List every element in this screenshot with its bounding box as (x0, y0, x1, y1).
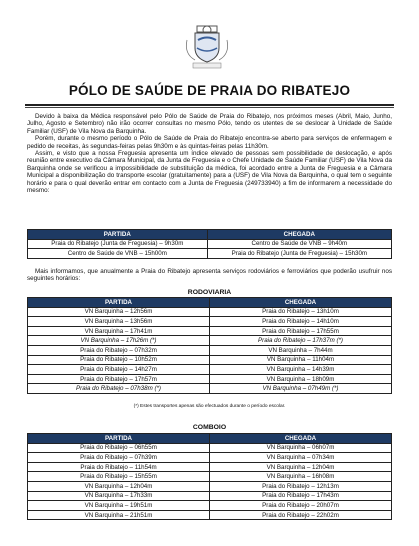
section-title-rodoviaria: RODOVIARIA (187, 289, 232, 296)
table-row: Praia do Ribatejo – 07h32m VN Barquinha – 7h44m (28, 345, 392, 355)
coat-of-arms-logo (179, 20, 235, 70)
page-title: PÓLO DE SAÚDE DE PRAIA DO RIBATEJO (68, 83, 351, 98)
column-header: CHEGADA (210, 298, 392, 308)
title-divider-thin (25, 107, 394, 108)
table-row: Centro de Saúde de VNB – 15h00m Praia do Ribatejo (Junta de Freguesia) – 15h30m (28, 249, 392, 259)
table-row: Praia do Ribatejo (Junta de Freguesia) – 9h30m Centro de Saúde de VNB – 9h40m (28, 239, 392, 249)
column-header: PARTIDA (28, 434, 210, 444)
table-row: VN Barquinha – 12h04m Praia do Ribatejo – 12h13m (28, 481, 392, 491)
comboio-table (27, 433, 392, 520)
section-title-comboio: COMBOIO (192, 424, 227, 431)
table-row: Praia do Ribatejo – 17h57m VN Barquinha – 18h09m (28, 374, 392, 384)
table-row: VN Barquinha – 17h41m Praia do Ribatejo – 17h55m (28, 326, 392, 336)
column-header: PARTIDA (28, 230, 208, 240)
table-row: Praia do Ribatejo – 06h55m VN Barquinha – 06h07m (28, 443, 392, 453)
transport-table (27, 229, 392, 259)
footnote: (*) Estes transportes apenas são efectuados durante o período escolar. (133, 404, 286, 409)
intro-text (27, 113, 392, 194)
column-header: PARTIDA (28, 298, 210, 308)
table-row: VN Barquinha – 19h51m Praia do Ribatejo – 20h07m (28, 501, 392, 511)
table-row: Praia do Ribatejo – 07h39m VN Barquinha – 07h34m (28, 453, 392, 463)
table-row: VN Barquinha – 21h51m Praia do Ribatejo – 22h02m (28, 510, 392, 520)
table-row: VN Barquinha – 13h56m Praia do Ribatejo – 14h10m (28, 317, 392, 327)
table-row: VN Barquinha – 17h26m (*) Praia do Ribatejo – 17h37m (*) (28, 336, 392, 346)
info-text (27, 268, 392, 283)
paragraph: Porém, durante o mesmo período o Pólo de Saúde de Praia do Ribatejo encontra-se aberto para serviços de enfermagem e pedido de receitas, às segundas-feiras pelas 9h30m e às quintas-feiras pelas 11h30m. (27, 135, 392, 150)
paragraph: Mais informamos, que anualmente a Praia do Ribatejo apresenta serviços rodoviários e ferroviários que poderão usufruir nos seguintes horários: (27, 268, 392, 283)
column-header: CHEGADA (207, 230, 391, 240)
table-row: VN Barquinha – 17h33m Praia do Ribatejo – 17h43m (28, 491, 392, 501)
title-divider (25, 104, 394, 106)
rodoviaria-table (27, 297, 392, 394)
table-row: Praia do Ribatejo – 15h55m VN Barquinha – 16h08m (28, 472, 392, 482)
table-row: VN Barquinha – 12h56m Praia do Ribatejo – 13h10m (28, 307, 392, 317)
table-row: Praia do Ribatejo – 10h52m VN Barquinha – 11h04m (28, 355, 392, 365)
paragraph: Devido à baixa da Médica responsável pelo Pólo de Saúde de Praia do Ribatejo, nos próximos meses (Abril, Maio, Junho, Julho, Agosto e Setembro) não irão ocorrer consultas no mesmo Pólo, tendo os utentes de se deslocar à Unidade de Saúde Familiar (USF) de Vila Nova da Barquinha. (27, 113, 392, 135)
paragraph: Assim, e visto que a nossa Freguesia apresenta um índice elevado de pessoas sem possibilidade de deslocação, e após reunião entre executivo da Câmara Municipal, da Junta de Freguesia e o Chefe Unidade de Saúde Familiar (USF) de Vila Nova da Barquinha onde se verificou a impossibilidade de substituição da médica, foi acordado entre a Junta de Freguesia e a Câmara Municipal a disponibilização do transporte escolar (gratuitamente) para a (USF) de Vila Nova da Barquinha, o qual tem o seguinte horário e para o qual deverão entrar em contacto com a Junta de Freguesia (249733940) a fim de informarem a necessidade do mesmo: (27, 150, 392, 195)
table-row: Praia do Ribatejo – 07h38m (*) VN Barquinha – 07h49m (*) (28, 384, 392, 394)
column-header: CHEGADA (210, 434, 392, 444)
table-row: Praia do Ribatejo – 11h54m VN Barquinha – 12h04m (28, 462, 392, 472)
table-row: Praia do Ribatejo – 14h27m VN Barquinha – 14h39m (28, 365, 392, 375)
